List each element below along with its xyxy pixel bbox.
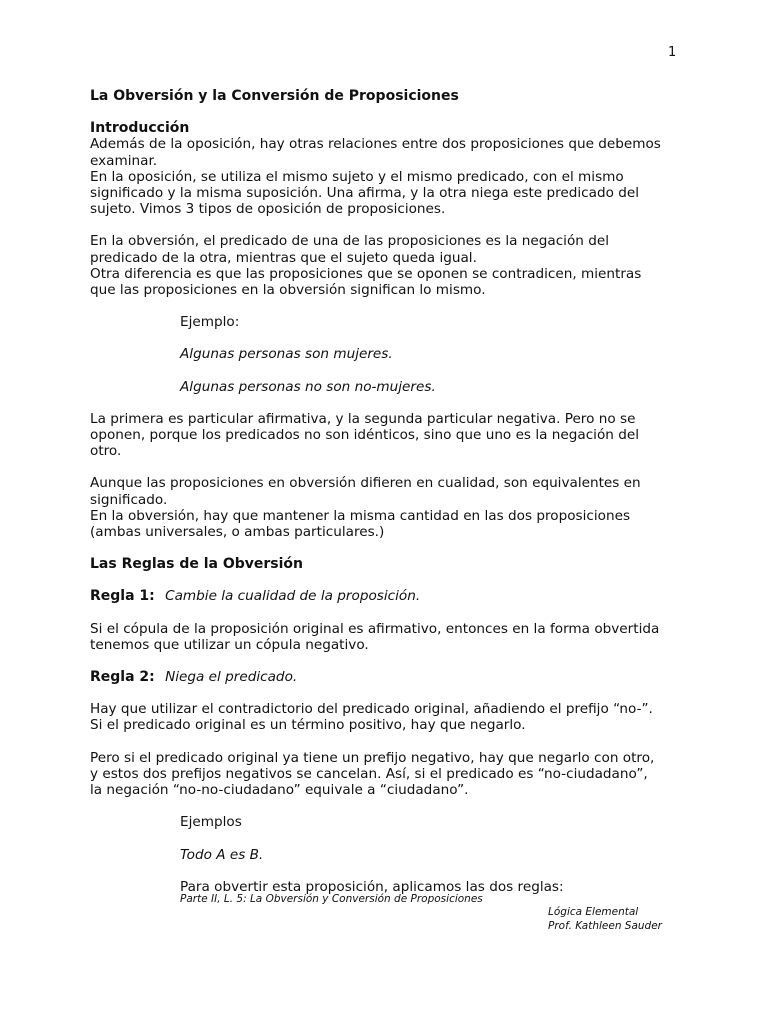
paragraph-line: Si el cópula de la proposición original es afirmativo, entonces en la forma obvertida (90, 620, 660, 637)
paragraph-line: examinar. (90, 152, 158, 169)
paragraph-line: otro. (90, 443, 122, 460)
example-sentence: Para obvertir esta proposición, aplicamos las dos reglas: (180, 878, 564, 895)
rule-1 (90, 588, 680, 604)
paragraph-line: que las proposiciones en la obversión significan lo mismo. (90, 282, 486, 299)
paragraph-line: significado. (90, 491, 168, 508)
example-sentence: Todo A es B. (180, 846, 264, 863)
rule-2 (90, 669, 680, 685)
examples-label: Ejemplos (180, 814, 242, 831)
paragraph-line: En la obversión, el predicado de una de las proposiciones es la negación del (90, 233, 609, 250)
rule-2-text: Niega el predicado. (165, 669, 298, 686)
example-sentence: Algunas personas son mujeres. (180, 346, 393, 363)
paragraph-line: tenemos que utilizar un cópula negativo. (90, 636, 369, 653)
paragraph-line: Aunque las proposiciones en obversión difieren en cualidad, son equivalentes en (90, 475, 641, 492)
example-label: Ejemplo: (180, 314, 240, 331)
paragraph-line: Pero si el predicado original ya tiene un prefijo negativo, hay que negarlo con otro, (90, 749, 655, 766)
paragraph-line: La primera es particular afirmativa, y la segunda particular negativa. Pero no se (90, 410, 636, 427)
paragraph-line: En la obversión, hay que mantener la misma cantidad en las dos proposiciones (90, 507, 631, 524)
paragraph-line: oponen, porque los predicados no son idénticos, sino que uno es la negación del (90, 427, 639, 444)
document-title: La Obversión y la Conversión de Proposiciones (90, 88, 459, 104)
document-body (90, 88, 680, 895)
paragraph-line: Hay que utilizar el contradictorio del predicado original, añadiendo el prefijo “no-”. (90, 701, 653, 718)
paragraph-line: Si el predicado original es un término positivo, hay que negarlo. (90, 717, 526, 734)
paragraph-line: En la oposición, se utiliza el mismo sujeto y el mismo predicado, con el mismo (90, 168, 624, 185)
rules-heading: Las Reglas de la Obversión (90, 556, 304, 573)
rule-1-text: Cambie la cualidad de la proposición. (165, 588, 421, 605)
page-number: 1 (668, 45, 677, 60)
intro-heading: Introducción (90, 120, 190, 137)
example-sentence: Algunas personas no son no-mujeres. (180, 378, 436, 395)
footer-lesson: Parte II, L. 5: La Obversión y Conversión de Proposiciones (180, 893, 483, 905)
paragraph-line: Otra diferencia es que las proposiciones que se oponen se contradicen, mientras (90, 265, 642, 282)
paragraph-line: y estos dos prefijos negativos se cancelan. Así, si el predicado es “no-ciudadano”, (90, 765, 648, 782)
rule-2-label: Regla 2: (90, 669, 155, 686)
paragraph-line: Además de la oposición, hay otras relaciones entre dos proposiciones que debemos (90, 136, 661, 153)
paragraph-line: predicado de la otra, mientras que el sujeto queda igual. (90, 249, 477, 266)
footer-course: Lógica Elemental (548, 906, 639, 918)
paragraph-line: la negación “no-no-ciudadano” equivale a “ciudadano”. (90, 782, 469, 799)
paragraph-line: sujeto. Vimos 3 tipos de oposición de proposiciones. (90, 201, 446, 218)
rule-1-label: Regla 1: (90, 588, 155, 605)
paragraph-line: significado y la misma suposición. Una afirma, y la otra niega este predicado del (90, 185, 640, 202)
footer-professor: Prof. Kathleen Sauder (548, 920, 663, 932)
paragraph-line: (ambas universales, o ambas particulares.) (90, 524, 385, 541)
footer-credits (548, 905, 662, 933)
